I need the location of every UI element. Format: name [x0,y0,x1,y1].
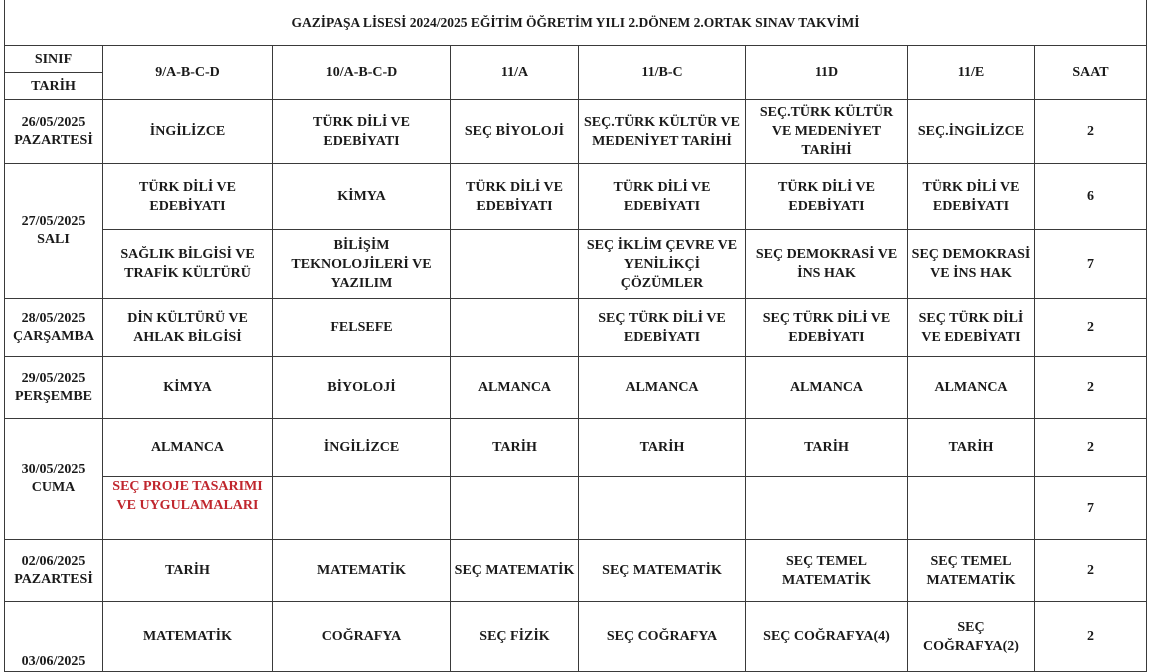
exam-cell: SEÇ İKLİM ÇEVRE VE YENİLİKÇİ ÇÖZÜMLER [579,230,746,299]
exam-cell: DİN KÜLTÜRÜ VE AHLAK BİLGİSİ [103,299,273,357]
exam-cell: SEÇ DEMOKRASİ VE İNS HAK [746,230,908,299]
exam-cell: ALMANCA [579,357,746,419]
saat-cell: 2 [1035,419,1147,477]
date-cell [5,419,103,540]
date-value: 03/06/2025 [21,654,86,669]
day-name: CUMA [31,480,76,495]
day-name: ÇARŞAMBA [13,328,94,344]
header-col-11a: 11/A [451,46,579,100]
exam-cell: MATEMATİK [103,602,273,672]
exam-cell [451,477,579,540]
saat-cell: 2 [1035,299,1147,357]
exam-cell [451,230,579,299]
exam-cell: ALMANCA [451,357,579,419]
saat-cell: 2 [1035,357,1147,419]
table-row [5,299,1147,357]
table-row [5,357,1147,419]
exam-cell: SEÇ FİZİK [451,602,579,672]
exam-cell: KİMYA [103,357,273,419]
document-title: GAZİPAŞA LİSESİ 2024/2025 EĞİTİM ÖĞRETİM YILI 2.DÖNEM 2.ORTAK SINAV TAKVİMİ [5,0,1147,46]
exam-cell: BİLİŞİM TEKNOLOJİLERİ VE YAZILIM [273,230,451,299]
exam-cell: SAĞLIK BİLGİSİ VE TRAFİK KÜLTÜRÜ [103,230,273,299]
table-row [5,477,1147,540]
exam-cell: ALMANCA [908,357,1035,419]
exam-cell: İNGİLİZCE [103,100,273,164]
header-col-11e: 11/E [908,46,1035,100]
date-value: 02/06/2025 [21,553,86,569]
header-sinif: SINIF [5,46,103,73]
day-name: PERŞEMBE [14,388,92,404]
exam-cell [579,477,746,540]
exam-cell: SEÇ.İNGİLİZCE [908,100,1035,164]
exam-cell [746,477,908,540]
exam-cell: FELSEFE [273,299,451,357]
saat-cell: 7 [1035,477,1147,540]
exam-cell: SEÇ TEMEL MATEMATİK [908,540,1035,602]
exam-cell: SEÇ TÜRK DİLİ VE EDEBİYATI [579,299,746,357]
exam-cell [908,477,1035,540]
header-col-10: 10/A-B-C-D [273,46,451,100]
exam-cell: SEÇ COĞRAFYA [579,602,746,672]
header-col-saat: SAAT [1035,46,1147,100]
table-row [5,100,1147,164]
exam-cell: SEÇ MATEMATİK [579,540,746,602]
exam-cell: TARİH [451,419,579,477]
exam-cell: TARİH [579,419,746,477]
exam-cell: TÜRK DİLİ VE EDEBİYATI [103,164,273,230]
header-col-11bc: 11/B-C [579,46,746,100]
table-row [5,164,1147,230]
exam-cell: TARİH [746,419,908,477]
table-row [5,602,1147,672]
date-cell [5,602,103,672]
day-name: PAZARTESİ [14,571,93,587]
exam-cell: ALMANCA [103,419,273,477]
exam-cell: TÜRK DİLİ VE EDEBİYATI [273,100,451,164]
date-value: 27/05/2025 [21,214,86,229]
saat-cell: 2 [1035,100,1147,164]
exam-cell: SEÇ COĞRAFYA(4) [746,602,908,672]
exam-cell: ALMANCA [746,357,908,419]
exam-cell: SEÇ MATEMATİK [451,540,579,602]
day-name: SALI [37,232,70,247]
exam-cell [451,299,579,357]
saat-cell: 7 [1035,230,1147,299]
exam-schedule-table [4,0,1147,672]
exam-cell: TÜRK DİLİ VE EDEBİYATI [451,164,579,230]
exam-cell: SEÇ BİYOLOJİ [451,100,579,164]
exam-cell: SEÇ TÜRK DİLİ VE EDEBİYATI [746,299,908,357]
exam-cell: SEÇ PROJE TASARIMI VE UYGULAMALARI [103,477,273,540]
exam-cell: SEÇ.TÜRK KÜLTÜR VE MEDENİYET TARİHİ [579,100,746,164]
exam-cell: İNGİLİZCE [273,419,451,477]
header-col-9: 9/A-B-C-D [103,46,273,100]
exam-cell: TÜRK DİLİ VE EDEBİYATI [746,164,908,230]
date-value: 26/05/2025 [21,114,86,130]
day-name: PAZARTESİ [14,132,93,148]
table-row [5,540,1147,602]
exam-cell: TÜRK DİLİ VE EDEBİYATI [579,164,746,230]
exam-cell: SEÇ COĞRAFYA(2) [908,602,1035,672]
exam-cell: TÜRK DİLİ VE EDEBİYATI [908,164,1035,230]
date-value: 30/05/2025 [21,462,86,477]
date-cell [5,100,103,164]
exam-cell: KİMYA [273,164,451,230]
date-cell [5,540,103,602]
date-cell [5,164,103,299]
exam-cell: TARİH [103,540,273,602]
table-row [5,419,1147,477]
exam-cell: MATEMATİK [273,540,451,602]
date-value: 28/05/2025 [21,310,86,326]
exam-cell: COĞRAFYA [273,602,451,672]
exam-cell: SEÇ.TÜRK KÜLTÜR VE MEDENİYET TARİHİ [746,100,908,164]
exam-cell: SEÇ DEMOKRASİ VE İNS HAK [908,230,1035,299]
saat-cell: 2 [1035,602,1147,672]
exam-cell: SEÇ TEMEL MATEMATİK [746,540,908,602]
date-cell [5,357,103,419]
saat-cell: 6 [1035,164,1147,230]
exam-cell: SEÇ TÜRK DİLİ VE EDEBİYATI [908,299,1035,357]
table-row [5,230,1147,299]
date-value: 29/05/2025 [21,370,86,386]
header-col-11d: 11D [746,46,908,100]
header-tarih: TARİH [5,73,103,100]
exam-cell: TARİH [908,419,1035,477]
exam-cell [273,477,451,540]
exam-cell: BİYOLOJİ [273,357,451,419]
saat-cell: 2 [1035,540,1147,602]
date-cell [5,299,103,357]
